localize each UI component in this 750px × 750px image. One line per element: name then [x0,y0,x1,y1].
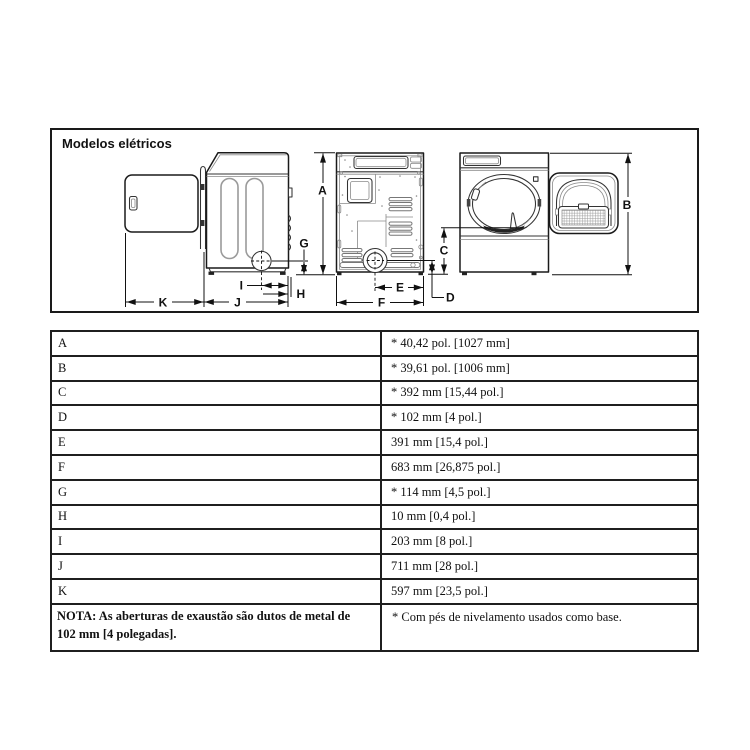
dimension-value: * 114 mm [4,5 pol.] [381,480,698,505]
exhaust-note: NOTA: As aberturas de exaustão são dutos de metal de 102 mm [4 polegadas]. [51,604,381,651]
table-row [51,405,698,430]
dimension-letter: D [51,405,381,430]
dim-H [263,277,305,301]
dimension-letter: I [51,529,381,554]
dim-label-F: F [377,295,386,310]
table-row [51,480,698,505]
dim-label-J: J [234,295,241,310]
dimensions-table [50,330,699,652]
dimension-value: 711 mm [28 pol.] [381,554,698,579]
front-view-drawing [460,153,618,275]
table-row [51,430,698,455]
dimension-letter: C [51,381,381,406]
dimension-letter: J [51,554,381,579]
dimension-value: 203 mm [8 pol.] [381,529,698,554]
dimension-letter: K [51,579,381,604]
rear-right-foot [419,272,424,275]
dimension-letter: A [51,331,381,356]
dimension-letter: F [51,455,381,480]
dim-label-H: H [296,287,306,302]
table-row [51,356,698,381]
table-row [51,579,698,604]
front-left-foot [462,272,467,275]
dim-label-A: A [318,183,327,198]
dimension-value: * 392 mm [15,44 pol.] [381,381,698,406]
dimension-value: 683 mm [26,875 pol.] [381,455,698,480]
dim-label-E: E [395,280,405,295]
rear-left-foot [337,272,342,275]
dimension-letter: H [51,505,381,530]
table-row [51,455,698,480]
table-row [51,554,698,579]
dim-label-C: C [439,243,449,258]
side-view-drawing [125,153,292,275]
lint-screen-handle [579,204,589,209]
table-row [51,529,698,554]
table-row [51,505,698,530]
dim-label-D: D [446,290,455,305]
dim-J [204,276,288,310]
dim-I [240,272,288,293]
door-hinge-strip [201,167,206,250]
dimension-value: 10 mm [0,4 pol.] [381,505,698,530]
dim-label-K: K [158,295,168,310]
diagram-panel [50,128,699,313]
dryer-side-body [207,153,289,268]
dim-K [126,233,205,310]
dimension-letter: G [51,480,381,505]
panel-title: Modelos elétricos [62,136,172,151]
dimension-letter: E [51,430,381,455]
dim-label-G: G [299,236,309,251]
table-row [51,381,698,406]
door-handle [130,197,138,211]
front-right-foot [532,272,537,275]
dimension-value: 391 mm [15,4 pol.] [381,430,698,455]
dimension-letter: B [51,356,381,381]
leveling-feet-footnote: * Com pés de nivelamento usados como base. [381,604,698,651]
dim-label-B: B [622,198,632,212]
dimension-value: * 40,42 pol. [1027 mm] [381,331,698,356]
table-row [51,331,698,356]
note-row [51,604,698,651]
dimension-diagram [52,130,697,311]
rear-foot [280,272,286,275]
dimension-value: * 39,61 pol. [1006 mm] [381,356,698,381]
dim-F [337,276,424,310]
dim-label-I: I [239,278,243,293]
dimension-value: 597 mm [23,5 pol.] [381,579,698,604]
rear-view-drawing [337,153,424,275]
dim-A [296,153,335,275]
front-foot [209,272,215,275]
dimension-value: * 102 mm [4 pol.] [381,405,698,430]
